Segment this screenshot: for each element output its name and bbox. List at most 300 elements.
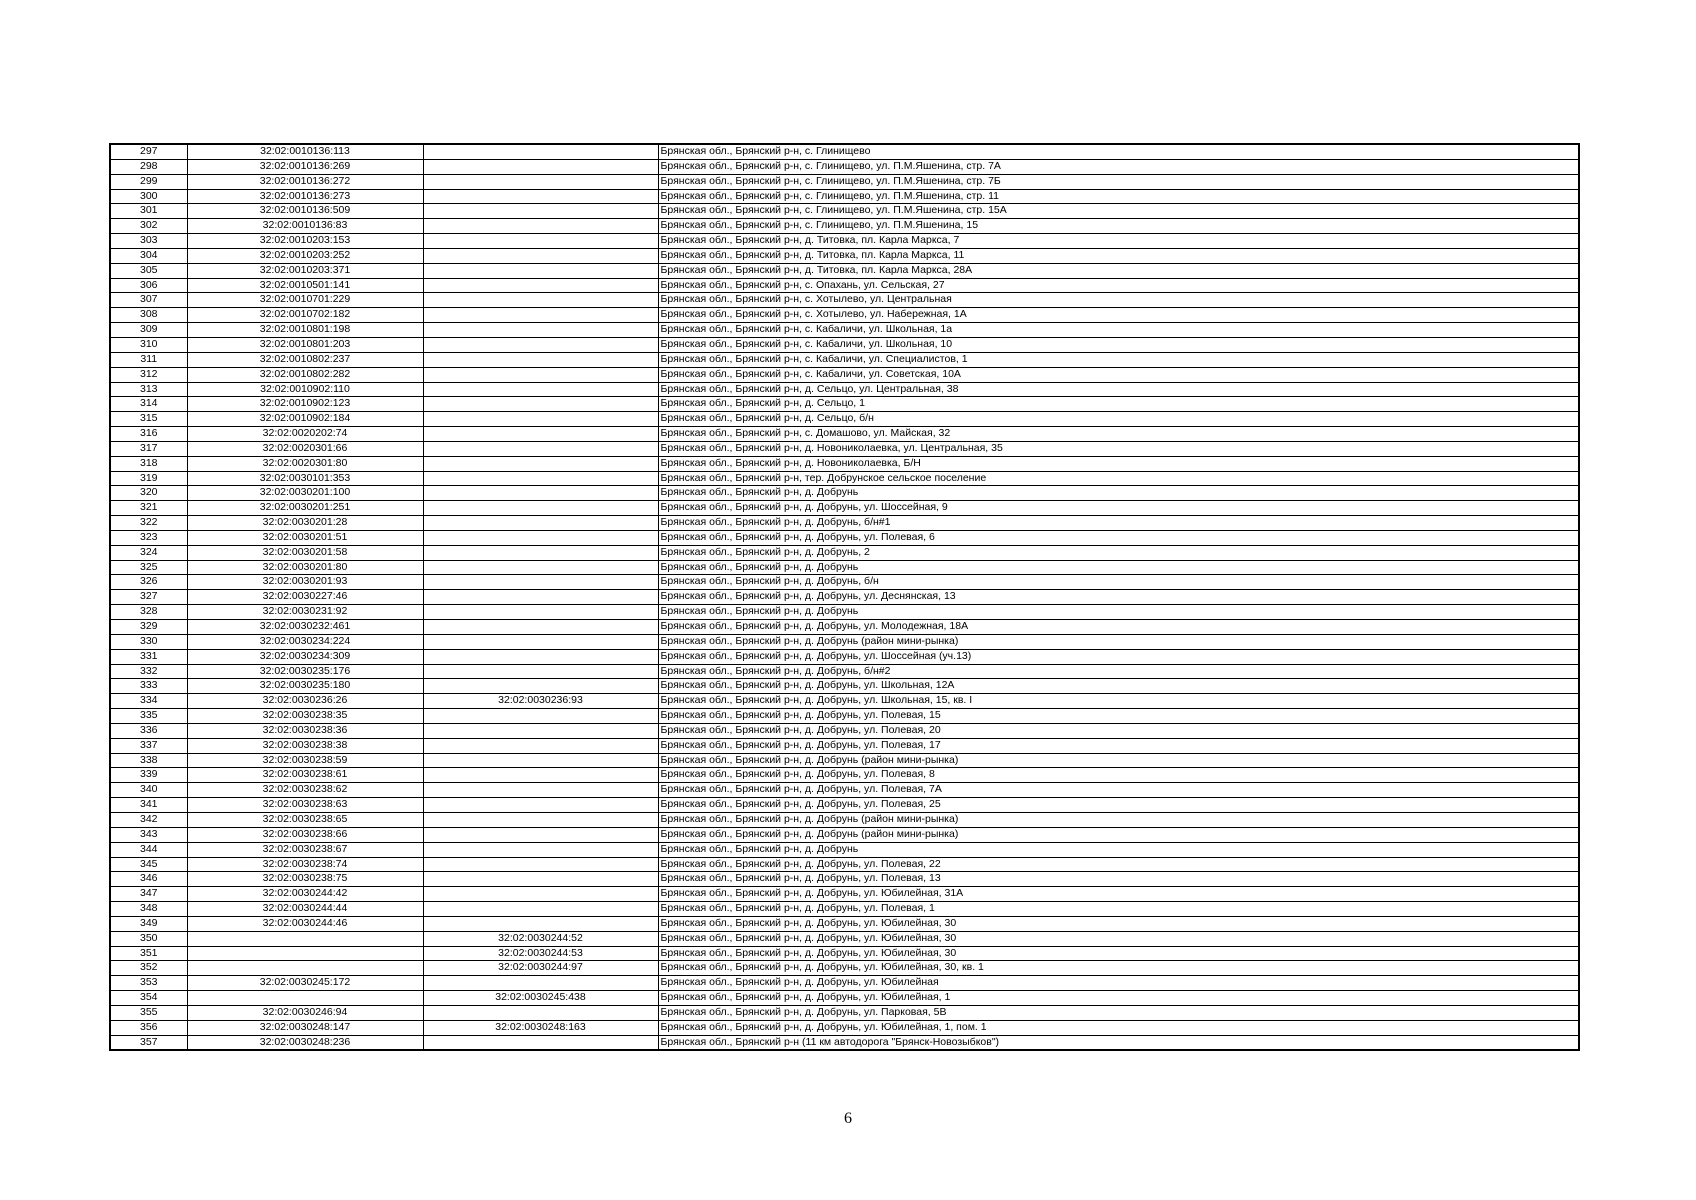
cadastral-number-cell: 32:02:0030201:51 bbox=[187, 530, 423, 545]
address-cell: Брянская обл., Брянский р-н, с. Хотылево, ул. Набережная, 1А bbox=[658, 308, 1579, 323]
cadastral-number-cell: 32:02:0010902:184 bbox=[187, 412, 423, 427]
related-cadastral-number-cell bbox=[423, 427, 658, 442]
address-cell: Брянская обл., Брянский р-н, д. Добрунь, б/н bbox=[658, 575, 1579, 590]
address-cell: Брянская обл., Брянский р-н, с. Глинищево, ул. П.М.Яшенина, стр. 11 bbox=[658, 189, 1579, 204]
address-cell: Брянская обл., Брянский р-н, д. Добрунь, ул. Юбилейная, 31А bbox=[658, 887, 1579, 902]
row-number-cell: 354 bbox=[110, 991, 187, 1006]
table-row bbox=[110, 382, 1579, 397]
cadastral-number-cell: 32:02:0030235:180 bbox=[187, 679, 423, 694]
cadastral-number-cell: 32:02:0030238:74 bbox=[187, 857, 423, 872]
cadastral-number-cell: 32:02:0030248:236 bbox=[187, 1035, 423, 1050]
related-cadastral-number-cell: 32:02:0030245:438 bbox=[423, 991, 658, 1006]
cadastral-number-cell: 32:02:0030244:44 bbox=[187, 902, 423, 917]
related-cadastral-number-cell bbox=[423, 916, 658, 931]
row-number-cell: 350 bbox=[110, 931, 187, 946]
row-number-cell: 309 bbox=[110, 323, 187, 338]
address-cell: Брянская обл., Брянский р-н, с. Кабаличи, ул. Специалистов, 1 bbox=[658, 352, 1579, 367]
cadastral-number-cell: 32:02:0030201:80 bbox=[187, 560, 423, 575]
address-cell: Брянская обл., Брянский р-н, с. Кабаличи, ул. Школьная, 1а bbox=[658, 323, 1579, 338]
address-cell: Брянская обл., Брянский р-н, д. Добрунь, ул. Полевая, 1 bbox=[658, 902, 1579, 917]
related-cadastral-number-cell bbox=[423, 234, 658, 249]
cadastral-number-cell: 32:02:0010501:141 bbox=[187, 278, 423, 293]
row-number-cell: 345 bbox=[110, 857, 187, 872]
address-cell: Брянская обл., Брянский р-н, д. Новониколаевка, Б/Н bbox=[658, 456, 1579, 471]
table-row bbox=[110, 1020, 1579, 1035]
address-cell: Брянская обл., Брянский р-н, д. Добрунь bbox=[658, 605, 1579, 620]
cadastral-number-cell: 32:02:0030235:176 bbox=[187, 664, 423, 679]
row-number-cell: 311 bbox=[110, 352, 187, 367]
address-cell: Брянская обл., Брянский р-н, д. Добрунь, ул. Юбилейная bbox=[658, 976, 1579, 991]
related-cadastral-number-cell bbox=[423, 634, 658, 649]
row-number-cell: 305 bbox=[110, 263, 187, 278]
address-cell: Брянская обл., Брянский р-н, с. Домашово, ул. Майская, 32 bbox=[658, 427, 1579, 442]
row-number-cell: 306 bbox=[110, 278, 187, 293]
table-row bbox=[110, 367, 1579, 382]
table-row bbox=[110, 397, 1579, 412]
row-number-cell: 327 bbox=[110, 590, 187, 605]
address-cell: Брянская обл., Брянский р-н, с. Глинищево, ул. П.М.Яшенина, 15 bbox=[658, 219, 1579, 234]
table-row bbox=[110, 679, 1579, 694]
row-number-cell: 302 bbox=[110, 219, 187, 234]
table-row bbox=[110, 441, 1579, 456]
row-number-cell: 336 bbox=[110, 723, 187, 738]
related-cadastral-number-cell bbox=[423, 857, 658, 872]
table-row bbox=[110, 605, 1579, 620]
table-row bbox=[110, 946, 1579, 961]
related-cadastral-number-cell: 32:02:0030244:97 bbox=[423, 961, 658, 976]
row-number-cell: 356 bbox=[110, 1020, 187, 1035]
row-number-cell: 317 bbox=[110, 441, 187, 456]
row-number-cell: 331 bbox=[110, 649, 187, 664]
related-cadastral-number-cell bbox=[423, 679, 658, 694]
related-cadastral-number-cell bbox=[423, 323, 658, 338]
related-cadastral-number-cell bbox=[423, 159, 658, 174]
row-number-cell: 348 bbox=[110, 902, 187, 917]
table-row bbox=[110, 709, 1579, 724]
related-cadastral-number-cell bbox=[423, 219, 658, 234]
row-number-cell: 351 bbox=[110, 946, 187, 961]
related-cadastral-number-cell bbox=[423, 1005, 658, 1020]
row-number-cell: 323 bbox=[110, 530, 187, 545]
cadastral-number-cell: 32:02:0030231:92 bbox=[187, 605, 423, 620]
row-number-cell: 324 bbox=[110, 545, 187, 560]
related-cadastral-number-cell bbox=[423, 530, 658, 545]
address-cell: Брянская обл., Брянский р-н, д. Добрунь, ул. Шоссейная, 9 bbox=[658, 501, 1579, 516]
related-cadastral-number-cell bbox=[423, 471, 658, 486]
address-cell: Брянская обл., Брянский р-н, д. Добрунь, ул. Школьная, 15, кв. I bbox=[658, 694, 1579, 709]
row-number-cell: 315 bbox=[110, 412, 187, 427]
address-cell: Брянская обл., Брянский р-н, д. Добрунь, ул. Юбилейная, 1 bbox=[658, 991, 1579, 1006]
row-number-cell: 300 bbox=[110, 189, 187, 204]
row-number-cell: 338 bbox=[110, 753, 187, 768]
table-row bbox=[110, 634, 1579, 649]
row-number-cell: 337 bbox=[110, 738, 187, 753]
row-number-cell: 314 bbox=[110, 397, 187, 412]
related-cadastral-number-cell bbox=[423, 723, 658, 738]
address-cell: Брянская обл., Брянский р-н, д. Сельцо, 1 bbox=[658, 397, 1579, 412]
address-cell: Брянская обл., Брянский р-н, с. Глинищево, ул. П.М.Яшенина, стр. 7Б bbox=[658, 174, 1579, 189]
row-number-cell: 349 bbox=[110, 916, 187, 931]
row-number-cell: 322 bbox=[110, 516, 187, 531]
row-number-cell: 304 bbox=[110, 248, 187, 263]
related-cadastral-number-cell bbox=[423, 189, 658, 204]
address-cell: Брянская обл., Брянский р-н, д. Добрунь, б/н#2 bbox=[658, 664, 1579, 679]
address-cell: Брянская обл., Брянский р-н, тер. Добрунское сельское поселение bbox=[658, 471, 1579, 486]
cadastral-number-cell bbox=[187, 991, 423, 1006]
cadastral-number-cell bbox=[187, 931, 423, 946]
related-cadastral-number-cell bbox=[423, 560, 658, 575]
table-row bbox=[110, 456, 1579, 471]
address-cell: Брянская обл., Брянский р-н, д. Добрунь, ул. Полевая, 20 bbox=[658, 723, 1579, 738]
row-number-cell: 343 bbox=[110, 827, 187, 842]
cadastral-number-cell: 32:02:0030101:353 bbox=[187, 471, 423, 486]
address-cell: Брянская обл., Брянский р-н, д. Добрунь (район мини-рынка) bbox=[658, 827, 1579, 842]
related-cadastral-number-cell bbox=[423, 902, 658, 917]
row-number-cell: 321 bbox=[110, 501, 187, 516]
related-cadastral-number-cell bbox=[423, 516, 658, 531]
table-row bbox=[110, 263, 1579, 278]
address-cell: Брянская обл., Брянский р-н, с. Опахань, ул. Сельская, 27 bbox=[658, 278, 1579, 293]
table-row bbox=[110, 961, 1579, 976]
table-row bbox=[110, 323, 1579, 338]
cadastral-number-cell: 32:02:0010801:198 bbox=[187, 323, 423, 338]
address-cell: Брянская обл., Брянский р-н, д. Добрунь (район мини-рынка) bbox=[658, 753, 1579, 768]
row-number-cell: 328 bbox=[110, 605, 187, 620]
table-row bbox=[110, 530, 1579, 545]
related-cadastral-number-cell bbox=[423, 412, 658, 427]
table-row bbox=[110, 857, 1579, 872]
row-number-cell: 332 bbox=[110, 664, 187, 679]
related-cadastral-number-cell: 32:02:0030236:93 bbox=[423, 694, 658, 709]
cadastral-number-cell: 32:02:0030245:172 bbox=[187, 976, 423, 991]
table-row bbox=[110, 278, 1579, 293]
row-number-cell: 301 bbox=[110, 204, 187, 219]
cadastral-number-cell: 32:02:0030238:63 bbox=[187, 798, 423, 813]
table-row bbox=[110, 412, 1579, 427]
table-row bbox=[110, 219, 1579, 234]
table-row bbox=[110, 337, 1579, 352]
row-number-cell: 308 bbox=[110, 308, 187, 323]
related-cadastral-number-cell bbox=[423, 352, 658, 367]
table-row bbox=[110, 293, 1579, 308]
cadastral-number-cell: 32:02:0010902:123 bbox=[187, 397, 423, 412]
cadastral-number-cell: 32:02:0010136:509 bbox=[187, 204, 423, 219]
cadastral-number-cell: 32:02:0010136:113 bbox=[187, 144, 423, 159]
address-cell: Брянская обл., Брянский р-н, д. Добрунь (район мини-рынка) bbox=[658, 812, 1579, 827]
row-number-cell: 320 bbox=[110, 486, 187, 501]
address-cell: Брянская обл., Брянский р-н, д. Добрунь bbox=[658, 842, 1579, 857]
related-cadastral-number-cell bbox=[423, 308, 658, 323]
related-cadastral-number-cell bbox=[423, 605, 658, 620]
row-number-cell: 318 bbox=[110, 456, 187, 471]
table-row bbox=[110, 144, 1579, 159]
row-number-cell: 357 bbox=[110, 1035, 187, 1050]
cadastral-number-cell: 32:02:0030238:61 bbox=[187, 768, 423, 783]
address-cell: Брянская обл., Брянский р-н, д. Сельцо, ул. Центральная, 38 bbox=[658, 382, 1579, 397]
table-row bbox=[110, 931, 1579, 946]
related-cadastral-number-cell: 32:02:0030244:53 bbox=[423, 946, 658, 961]
table-row bbox=[110, 352, 1579, 367]
related-cadastral-number-cell bbox=[423, 456, 658, 471]
row-number-cell: 313 bbox=[110, 382, 187, 397]
related-cadastral-number-cell bbox=[423, 976, 658, 991]
table-row bbox=[110, 1005, 1579, 1020]
cadastral-number-cell: 32:02:0010902:110 bbox=[187, 382, 423, 397]
related-cadastral-number-cell bbox=[423, 174, 658, 189]
cadastral-number-cell: 32:02:0030201:251 bbox=[187, 501, 423, 516]
table-row bbox=[110, 812, 1579, 827]
cadastral-number-cell: 32:02:0030238:66 bbox=[187, 827, 423, 842]
address-cell: Брянская обл., Брянский р-н, д. Добрунь, ул. Полевая, 15 bbox=[658, 709, 1579, 724]
cadastral-number-cell: 32:02:0030232:461 bbox=[187, 620, 423, 635]
registry-table bbox=[109, 143, 1580, 1051]
address-cell: Брянская обл., Брянский р-н, д. Добрунь, ул. Полевая, 7А bbox=[658, 783, 1579, 798]
table-row bbox=[110, 575, 1579, 590]
row-number-cell: 334 bbox=[110, 694, 187, 709]
table-row bbox=[110, 1035, 1579, 1050]
address-cell: Брянская обл., Брянский р-н, д. Добрунь (район мини-рынка) bbox=[658, 634, 1579, 649]
related-cadastral-number-cell bbox=[423, 278, 658, 293]
address-cell: Брянская обл., Брянский р-н, с. Глинищево bbox=[658, 144, 1579, 159]
related-cadastral-number-cell: 32:02:0030244:52 bbox=[423, 931, 658, 946]
related-cadastral-number-cell bbox=[423, 590, 658, 605]
table-row bbox=[110, 189, 1579, 204]
table-row bbox=[110, 976, 1579, 991]
address-cell: Брянская обл., Брянский р-н, д. Новониколаевка, ул. Центральная, 35 bbox=[658, 441, 1579, 456]
cadastral-number-cell: 32:02:0030238:65 bbox=[187, 812, 423, 827]
row-number-cell: 344 bbox=[110, 842, 187, 857]
row-number-cell: 340 bbox=[110, 783, 187, 798]
related-cadastral-number-cell bbox=[423, 872, 658, 887]
cadastral-number-cell: 32:02:0030227:46 bbox=[187, 590, 423, 605]
table-row bbox=[110, 827, 1579, 842]
row-number-cell: 355 bbox=[110, 1005, 187, 1020]
related-cadastral-number-cell bbox=[423, 248, 658, 263]
address-cell: Брянская обл., Брянский р-н, д. Добрунь, ул. Полевая, 22 bbox=[658, 857, 1579, 872]
address-cell: Брянская обл., Брянский р-н, с. Хотылево, ул. Центральная bbox=[658, 293, 1579, 308]
related-cadastral-number-cell bbox=[423, 204, 658, 219]
row-number-cell: 307 bbox=[110, 293, 187, 308]
cadastral-number-cell: 32:02:0030248:147 bbox=[187, 1020, 423, 1035]
cadastral-number-cell: 32:02:0010802:237 bbox=[187, 352, 423, 367]
address-cell: Брянская обл., Брянский р-н, д. Добрунь bbox=[658, 486, 1579, 501]
table-row bbox=[110, 991, 1579, 1006]
address-cell: Брянская обл., Брянский р-н, д. Добрунь, ул. Юбилейная, 30, кв. 1 bbox=[658, 961, 1579, 976]
table-row bbox=[110, 872, 1579, 887]
table-row bbox=[110, 738, 1579, 753]
row-number-cell: 298 bbox=[110, 159, 187, 174]
address-cell: Брянская обл., Брянский р-н, д. Добрунь, ул. Молодежная, 18А bbox=[658, 620, 1579, 635]
row-number-cell: 297 bbox=[110, 144, 187, 159]
related-cadastral-number-cell bbox=[423, 842, 658, 857]
related-cadastral-number-cell bbox=[423, 367, 658, 382]
address-cell: Брянская обл., Брянский р-н, с. Глинищево, ул. П.М.Яшенина, стр. 15А bbox=[658, 204, 1579, 219]
table-row bbox=[110, 174, 1579, 189]
cadastral-number-cell bbox=[187, 946, 423, 961]
address-cell: Брянская обл., Брянский р-н, д. Добрунь, ул. Полевая, 13 bbox=[658, 872, 1579, 887]
cadastral-number-cell: 32:02:0010136:272 bbox=[187, 174, 423, 189]
table-row bbox=[110, 204, 1579, 219]
row-number-cell: 352 bbox=[110, 961, 187, 976]
row-number-cell: 329 bbox=[110, 620, 187, 635]
table-row bbox=[110, 694, 1579, 709]
address-cell: Брянская обл., Брянский р-н, с. Глинищево, ул. П.М.Яшенина, стр. 7А bbox=[658, 159, 1579, 174]
address-cell: Брянская обл., Брянский р-н, д. Добрунь bbox=[658, 560, 1579, 575]
page-number: 6 bbox=[844, 1110, 852, 1127]
row-number-cell: 316 bbox=[110, 427, 187, 442]
table-row bbox=[110, 486, 1579, 501]
related-cadastral-number-cell bbox=[423, 812, 658, 827]
related-cadastral-number-cell bbox=[423, 738, 658, 753]
row-number-cell: 339 bbox=[110, 768, 187, 783]
related-cadastral-number-cell bbox=[423, 709, 658, 724]
row-number-cell: 346 bbox=[110, 872, 187, 887]
cadastral-number-cell: 32:02:0010136:269 bbox=[187, 159, 423, 174]
cadastral-number-cell: 32:02:0030238:75 bbox=[187, 872, 423, 887]
table-row bbox=[110, 842, 1579, 857]
cadastral-number-cell: 32:02:0030234:224 bbox=[187, 634, 423, 649]
address-cell: Брянская обл., Брянский р-н, д. Добрунь, ул. Полевая, 8 bbox=[658, 768, 1579, 783]
address-cell: Брянская обл., Брянский р-н, д. Добрунь, ул. Юбилейная, 30 bbox=[658, 916, 1579, 931]
cadastral-number-cell: 32:02:0010701:229 bbox=[187, 293, 423, 308]
cadastral-number-cell: 32:02:0030244:42 bbox=[187, 887, 423, 902]
table-row bbox=[110, 798, 1579, 813]
table-row bbox=[110, 783, 1579, 798]
related-cadastral-number-cell bbox=[423, 293, 658, 308]
related-cadastral-number-cell bbox=[423, 768, 658, 783]
related-cadastral-number-cell bbox=[423, 753, 658, 768]
address-cell: Брянская обл., Брянский р-н, с. Кабаличи, ул. Школьная, 10 bbox=[658, 337, 1579, 352]
related-cadastral-number-cell bbox=[423, 263, 658, 278]
address-cell: Брянская обл., Брянский р-н, д. Титовка, пл. Карла Маркса, 11 bbox=[658, 248, 1579, 263]
related-cadastral-number-cell bbox=[423, 620, 658, 635]
table-row bbox=[110, 501, 1579, 516]
cadastral-number-cell: 32:02:0030238:62 bbox=[187, 783, 423, 798]
row-number-cell: 353 bbox=[110, 976, 187, 991]
address-cell: Брянская обл., Брянский р-н, д. Добрунь, ул. Полевая, 6 bbox=[658, 530, 1579, 545]
related-cadastral-number-cell bbox=[423, 827, 658, 842]
table-row bbox=[110, 649, 1579, 664]
cadastral-number-cell: 32:02:0030244:46 bbox=[187, 916, 423, 931]
cadastral-number-cell: 32:02:0030201:28 bbox=[187, 516, 423, 531]
related-cadastral-number-cell: 32:02:0030248:163 bbox=[423, 1020, 658, 1035]
address-cell: Брянская обл., Брянский р-н, д. Добрунь, 2 bbox=[658, 545, 1579, 560]
address-cell: Брянская обл., Брянский р-н, д. Добрунь, б/н#1 bbox=[658, 516, 1579, 531]
table-row bbox=[110, 916, 1579, 931]
cadastral-number-cell: 32:02:0010136:273 bbox=[187, 189, 423, 204]
cadastral-number-cell: 32:02:0010702:182 bbox=[187, 308, 423, 323]
table-row bbox=[110, 516, 1579, 531]
row-number-cell: 325 bbox=[110, 560, 187, 575]
row-number-cell: 312 bbox=[110, 367, 187, 382]
row-number-cell: 335 bbox=[110, 709, 187, 724]
row-number-cell: 342 bbox=[110, 812, 187, 827]
table-row bbox=[110, 234, 1579, 249]
table-row bbox=[110, 664, 1579, 679]
address-cell: Брянская обл., Брянский р-н, д. Сельцо, б/н bbox=[658, 412, 1579, 427]
address-cell: Брянская обл., Брянский р-н, д. Добрунь, ул. Юбилейная, 30 bbox=[658, 931, 1579, 946]
cadastral-number-cell: 32:02:0030234:309 bbox=[187, 649, 423, 664]
table-row bbox=[110, 723, 1579, 738]
cadastral-number-cell: 32:02:0030238:67 bbox=[187, 842, 423, 857]
related-cadastral-number-cell bbox=[423, 798, 658, 813]
cadastral-number-cell: 32:02:0010203:252 bbox=[187, 248, 423, 263]
related-cadastral-number-cell bbox=[423, 441, 658, 456]
cadastral-number-cell: 32:02:0030201:93 bbox=[187, 575, 423, 590]
table-row bbox=[110, 545, 1579, 560]
cadastral-number-cell: 32:02:0020301:80 bbox=[187, 456, 423, 471]
address-cell: Брянская обл., Брянский р-н, д. Добрунь, ул. Полевая, 25 bbox=[658, 798, 1579, 813]
cadastral-number-cell: 32:02:0010136:83 bbox=[187, 219, 423, 234]
table-row bbox=[110, 159, 1579, 174]
cadastral-number-cell: 32:02:0030238:36 bbox=[187, 723, 423, 738]
row-number-cell: 330 bbox=[110, 634, 187, 649]
table-row bbox=[110, 753, 1579, 768]
row-number-cell: 310 bbox=[110, 337, 187, 352]
table-row bbox=[110, 620, 1579, 635]
address-cell: Брянская обл., Брянский р-н, д. Добрунь, ул. Школьная, 12А bbox=[658, 679, 1579, 694]
address-cell: Брянская обл., Брянский р-н, д. Добрунь, ул. Полевая, 17 bbox=[658, 738, 1579, 753]
cadastral-number-cell: 32:02:0030238:35 bbox=[187, 709, 423, 724]
related-cadastral-number-cell bbox=[423, 486, 658, 501]
table-row bbox=[110, 887, 1579, 902]
related-cadastral-number-cell bbox=[423, 545, 658, 560]
registry-table-container bbox=[109, 143, 1580, 1051]
related-cadastral-number-cell bbox=[423, 337, 658, 352]
cadastral-number-cell: 32:02:0030201:58 bbox=[187, 545, 423, 560]
cadastral-number-cell bbox=[187, 961, 423, 976]
table-row bbox=[110, 308, 1579, 323]
cadastral-number-cell: 32:02:0020301:66 bbox=[187, 441, 423, 456]
cadastral-number-cell: 32:02:0030238:38 bbox=[187, 738, 423, 753]
address-cell: Брянская обл., Брянский р-н, д. Добрунь, ул. Парковая, 5В bbox=[658, 1005, 1579, 1020]
related-cadastral-number-cell bbox=[423, 1035, 658, 1050]
cadastral-number-cell: 32:02:0010203:371 bbox=[187, 263, 423, 278]
row-number-cell: 299 bbox=[110, 174, 187, 189]
related-cadastral-number-cell bbox=[423, 397, 658, 412]
row-number-cell: 341 bbox=[110, 798, 187, 813]
cadastral-number-cell: 32:02:0020202:74 bbox=[187, 427, 423, 442]
table-row bbox=[110, 902, 1579, 917]
cadastral-number-cell: 32:02:0010802:282 bbox=[187, 367, 423, 382]
table-row bbox=[110, 248, 1579, 263]
row-number-cell: 347 bbox=[110, 887, 187, 902]
related-cadastral-number-cell bbox=[423, 649, 658, 664]
related-cadastral-number-cell bbox=[423, 501, 658, 516]
address-cell: Брянская обл., Брянский р-н, д. Титовка, пл. Карла Маркса, 28А bbox=[658, 263, 1579, 278]
related-cadastral-number-cell bbox=[423, 887, 658, 902]
table-row bbox=[110, 471, 1579, 486]
address-cell: Брянская обл., Брянский р-н, д. Добрунь, ул. Юбилейная, 1, пом. 1 bbox=[658, 1020, 1579, 1035]
related-cadastral-number-cell bbox=[423, 382, 658, 397]
cadastral-number-cell: 32:02:0010801:203 bbox=[187, 337, 423, 352]
row-number-cell: 326 bbox=[110, 575, 187, 590]
related-cadastral-number-cell bbox=[423, 664, 658, 679]
table-row bbox=[110, 560, 1579, 575]
related-cadastral-number-cell bbox=[423, 575, 658, 590]
row-number-cell: 319 bbox=[110, 471, 187, 486]
row-number-cell: 333 bbox=[110, 679, 187, 694]
table-row bbox=[110, 590, 1579, 605]
address-cell: Брянская обл., Брянский р-н, д. Добрунь, ул. Шоссейная (уч.13) bbox=[658, 649, 1579, 664]
related-cadastral-number-cell bbox=[423, 144, 658, 159]
related-cadastral-number-cell bbox=[423, 783, 658, 798]
cadastral-number-cell: 32:02:0030246:94 bbox=[187, 1005, 423, 1020]
cadastral-number-cell: 32:02:0030238:59 bbox=[187, 753, 423, 768]
table-row bbox=[110, 768, 1579, 783]
table-row bbox=[110, 427, 1579, 442]
address-cell: Брянская обл., Брянский р-н, д. Титовка, пл. Карла Маркса, 7 bbox=[658, 234, 1579, 249]
